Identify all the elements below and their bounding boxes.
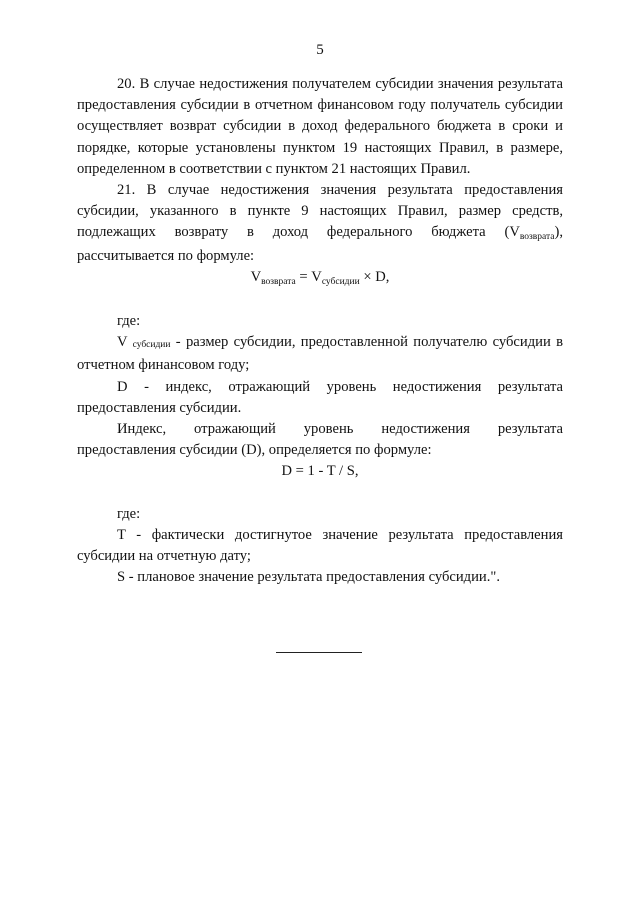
definition-v-symbol: V: [117, 334, 133, 351]
formula-return-lhs: V: [250, 268, 262, 285]
definition-v-text: - размер субсидии, предоставленной получателю субсидии в отчетном финансовом году;: [77, 334, 563, 374]
paragraph-21: [77, 180, 563, 267]
formula-index: D = 1 - T / S,: [281, 463, 359, 480]
end-rule-divider: [276, 652, 362, 653]
definition-t: T - фактически достигнутое значение результата предоставления субсидии на отчетную дату;: [77, 526, 563, 565]
where-label-1: где:: [117, 313, 141, 330]
formula-return-eq: = V: [295, 268, 322, 285]
where-label-2: где:: [117, 505, 141, 522]
definition-v-sub: субсидии: [132, 340, 171, 351]
paragraph-20: 20. В случае недостижения получателем субсидии значения результата предоставления субсидии в отчетном финансовом году получатель субсидии осуществляет возврат субсидии в доход федерального бюджета в сроки и порядке, которые установлены пунктом 19 настоящих Правил, в размере, определенном в соответствии с пунктом 21 настоящих Правил.: [77, 76, 563, 177]
formula-return: [77, 267, 563, 290]
paragraph-21-tail: ), рассчитывается по формуле:: [77, 224, 563, 264]
blank-line-2: [77, 483, 563, 504]
paragraph-21-text: 21. В случае недостижения значения результата предоставления субсидии, указанного в пункте 9 настоящих Правил, размер средств, подлежащих возврату в доход федерального бюджета (V: [77, 182, 563, 241]
definition-s: S - плановое значение результата предоставления субсидии.".: [117, 569, 500, 586]
index-paragraph: Индекс, отражающий уровень недостижения результата предоставления субсидии (D), определяется по формуле:: [77, 421, 563, 459]
formula-return-tail: × D,: [359, 268, 390, 285]
document-body: [77, 74, 563, 588]
formula-return-lhs-sub: возврата: [261, 276, 296, 287]
formula-return-rhs-sub: субсидии: [321, 276, 360, 287]
definition-d: D - индекс, отражающий уровень недостижения результата предоставления субсидии.: [77, 378, 563, 416]
page-number: 5: [316, 42, 324, 58]
definition-v: [77, 332, 563, 376]
subscript-vozvrata: возврата: [519, 232, 555, 243]
blank-line: [77, 290, 563, 311]
